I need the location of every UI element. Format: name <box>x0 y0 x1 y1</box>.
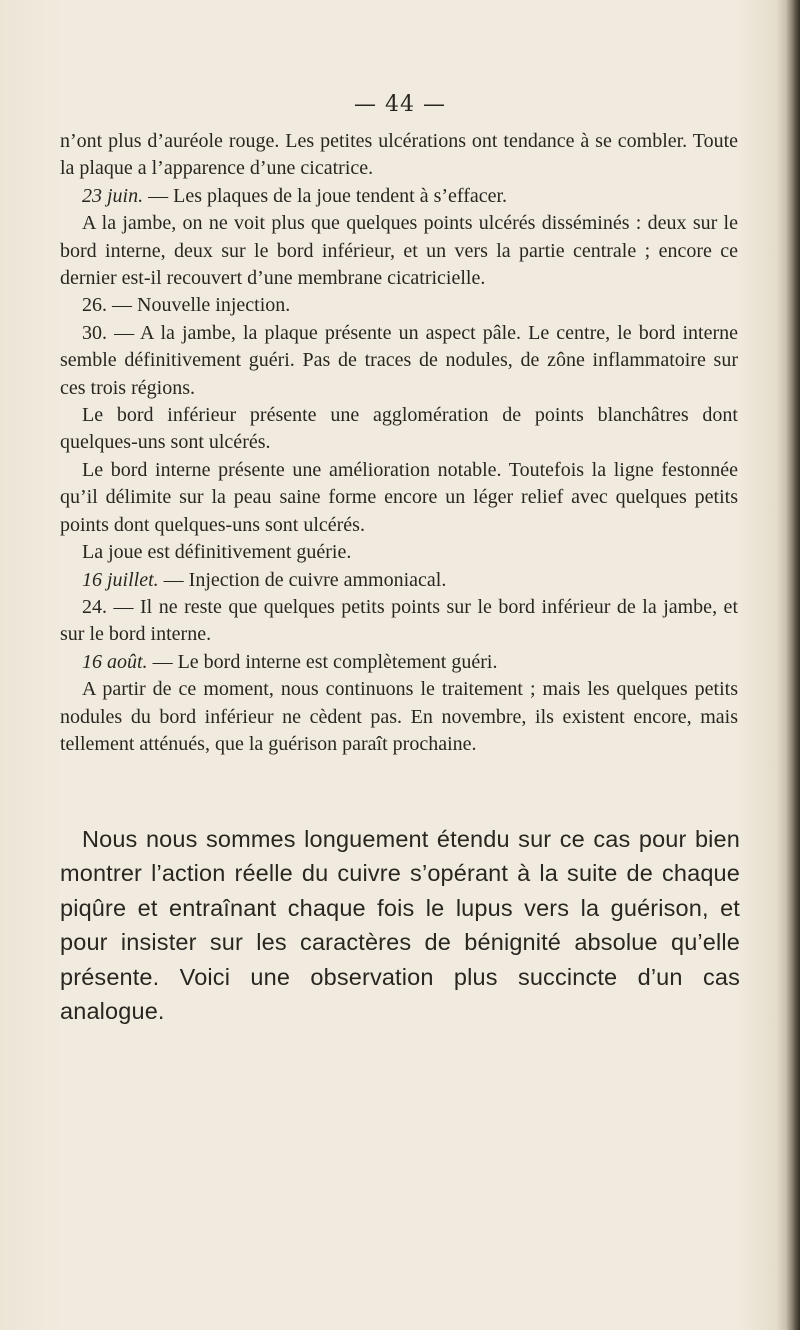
paragraph-6: Le bord inférieur présente une agglomération de points blanchâtres dont quelques-uns sont ulcérés. <box>60 404 738 454</box>
paragraph-1: n’ont plus d’auréole rouge. Les petites ulcérations ont tendance à se combler. Toute la plaque a l’apparence d’une cicatrice. <box>60 130 738 180</box>
closing-text: Nous nous sommes longuement étendu sur ce cas pour bien montrer l’action réelle du cuivre s’opérant à la suite de chaque piqûre et entraînant chaque fois le lupus vers la guérison, et pour insister sur les caractères de bénignité absolue qu’elle présente. Voici une observation plus succincte d’un cas analogue. <box>60 826 740 1025</box>
paragraph-3: A la jambe, on ne voit plus que quelques points ulcérés disséminés : deux sur le bord interne, deux sur le bord inférieur, et un vers la partie centrale ; encore ce dernier est-il recouvert d’une membrane cicatricielle. <box>60 212 738 290</box>
paragraph-9: 16 juillet. — Injection de cuivre ammoniacal. <box>82 568 447 591</box>
date-23-juin: 23 juin. <box>82 184 144 207</box>
paragraph-11: 16 août. — Le bord interne est complètement guéri. <box>82 650 498 673</box>
closing-paragraph <box>60 822 740 1028</box>
date-16-juillet: 16 juillet. <box>82 568 159 591</box>
paragraph-4: 26. — Nouvelle injection. <box>82 294 291 317</box>
observation-text <box>60 128 738 758</box>
paragraph-5: 30. — A la jambe, la plaque présente un aspect pâle. Le centre, le bord interne semble définitivement guéri. Pas de traces de nodules, de zône inflammatoire sur ces trois régions. <box>60 321 738 399</box>
paragraph-7: Le bord interne présente une amélioration notable. Toutefois la ligne festonnée qu’il délimite sur la peau saine forme encore un léger relief avec quelques petits points dont quelques-uns sont ulcérés. <box>60 458 738 536</box>
page-number: — 44 — <box>354 92 446 117</box>
paragraph-12: A partir de ce moment, nous continuons le traitement ; mais les quelques petits nodules du bord inférieur ne cèdent pas. En novembre, ils existent encore, mais tellement atténués, que la guérison paraît prochaine. <box>60 678 738 755</box>
paragraph-10: 24. — Il ne reste que quelques petits points sur le bord inférieur de la jambe, et sur le bord interne. <box>60 595 738 646</box>
date-16-aout: 16 août. <box>82 650 148 673</box>
page-binding-edge <box>786 0 800 1330</box>
paragraph-2: 23 juin. — Les plaques de la joue tendent à s’effacer. <box>82 184 508 207</box>
paragraph-8: La joue est définitivement guérie. <box>82 541 352 564</box>
